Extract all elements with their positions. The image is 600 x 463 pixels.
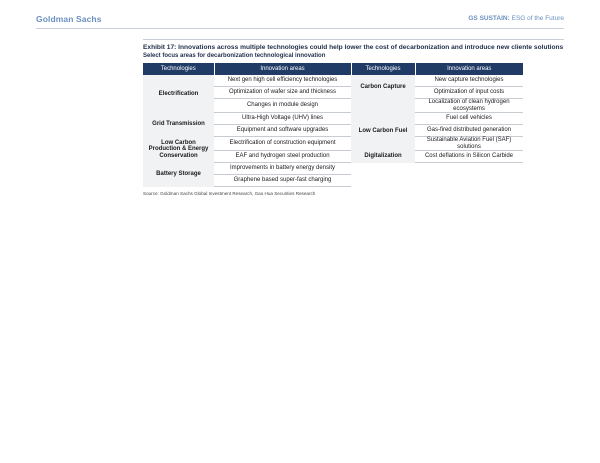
column-header-technologies-left: Technologies xyxy=(143,63,214,75)
page-header xyxy=(36,14,564,28)
table-row xyxy=(143,163,523,175)
empty-cell xyxy=(351,163,415,175)
innovation-cell: Localization of clean hydrogen ecosystems xyxy=(415,99,523,113)
innovation-cell: Fuel cell vehicles xyxy=(415,113,523,125)
table-row xyxy=(143,113,523,125)
report-name xyxy=(468,15,564,22)
column-header-innovation-right: Innovation areas xyxy=(415,63,523,75)
technology-cell: Grid Transmission xyxy=(143,113,214,137)
brand-name: Goldman Sachs xyxy=(36,14,102,24)
technology-cell: Battery Storage xyxy=(143,163,214,187)
technology-cell: Carbon Capture xyxy=(351,75,415,99)
empty-cell xyxy=(415,175,523,187)
exhibit-divider xyxy=(143,39,564,40)
table-row xyxy=(143,75,523,87)
source-note: Source: Goldman Sachs Global Investment Research, Gao Hua Securities Research xyxy=(143,191,316,196)
technology-cell: Low Carbon Production & Energy Conservation xyxy=(143,137,214,163)
innovation-cell: Cost deflations in Silicon Carbide xyxy=(415,151,523,163)
column-header-technologies-right: Technologies xyxy=(351,63,415,75)
innovation-cell: Next gen high cell efficiency technologies xyxy=(214,75,351,87)
innovation-cell: Optimization of wafer size and thickness xyxy=(214,87,351,99)
innovation-table xyxy=(143,63,523,187)
technology-cell: Low Carbon Fuel xyxy=(351,113,415,151)
innovation-cell: Improvements in battery energy density xyxy=(214,163,351,175)
innovation-cell: EAF and hydrogen steel production xyxy=(214,151,351,163)
report-prefix: GS SUSTAIN: xyxy=(468,15,510,22)
column-header-innovation-left: Innovation areas xyxy=(214,63,351,75)
exhibit-subtitle: Select focus areas for decarbonization technological innovation xyxy=(143,53,326,59)
innovation-cell: Optimization of input costs xyxy=(415,87,523,99)
table-row xyxy=(143,137,523,151)
innovation-cell: Gas-fired distributed generation xyxy=(415,125,523,137)
technology-cell: Electrification xyxy=(143,75,214,113)
empty-cell xyxy=(415,163,523,175)
innovation-cell: New capture technologies xyxy=(415,75,523,87)
technology-cell: Digitalization xyxy=(351,151,415,163)
innovation-cell: Ultra-High Voltage (UHV) lines xyxy=(214,113,351,125)
innovation-cell: Changes in module design xyxy=(214,99,351,113)
exhibit-title: Exhibit 17: Innovations across multiple technologies could help lower the cost of decarbonization and introduce new cliente solutions xyxy=(143,44,564,51)
table-header-row xyxy=(143,63,523,75)
innovation-cell: Equipment and software upgrades xyxy=(214,125,351,137)
report-suffix: ESG of the Future xyxy=(509,15,564,22)
empty-cell xyxy=(351,175,415,187)
innovation-cell: Sustainable Aviation Fuel (SAF) solutions xyxy=(415,137,523,151)
innovation-cell: Graphene based super-fast charging xyxy=(214,175,351,187)
header-divider xyxy=(36,28,564,29)
technology-cell-blank xyxy=(351,99,415,113)
innovation-cell: Electrification of construction equipment xyxy=(214,137,351,151)
